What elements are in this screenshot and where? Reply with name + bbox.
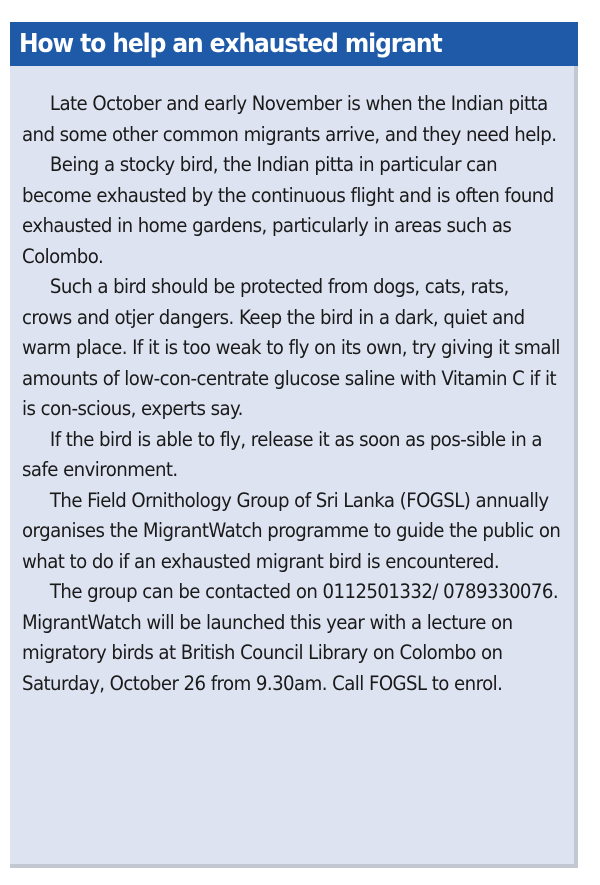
paragraph-2: Being a stocky bird, the Indian pitta in particular can become exhausted by the continuous flight and is often found exhausted in home gardens, particularly in areas such as Colombo. [22, 153, 554, 268]
paragraph-3: Such a bird should be protected from dogs, cats, rats, crows and otjer dangers. Keep the bird in a dark, quiet and warm place. If it is too weak to fly on its own, try giving it small amounts of low-con-centrate glucose saline with Vitamin C if it is con-scious, experts say. [22, 275, 560, 420]
article-title: How to help an exhausted migrant [19, 29, 442, 59]
paragraph-6: The group can be contacted on 0112501332/ 0789330076. MigrantWatch will be launched this year with a lecture on migratory birds at British Council Library on Colombo on Saturday, October 26 from 9.30am. Call FOGSL to enrol. [22, 580, 559, 695]
paragraph-5: The Field Ornithology Group of Sri Lanka (FOGSL) annually organises the MigrantWatch programme to guide the public on what to do if an exhausted migrant bird is encountered. [22, 488, 561, 573]
paragraph-1: Late October and early November is when the Indian pitta and some other common migrants arrive, and they need help. [22, 92, 557, 146]
title-bar [10, 22, 578, 66]
paragraph-4: If the bird is able to fly, release it as soon as pos-sible in a safe environment. [22, 427, 543, 481]
article-body [22, 89, 562, 699]
